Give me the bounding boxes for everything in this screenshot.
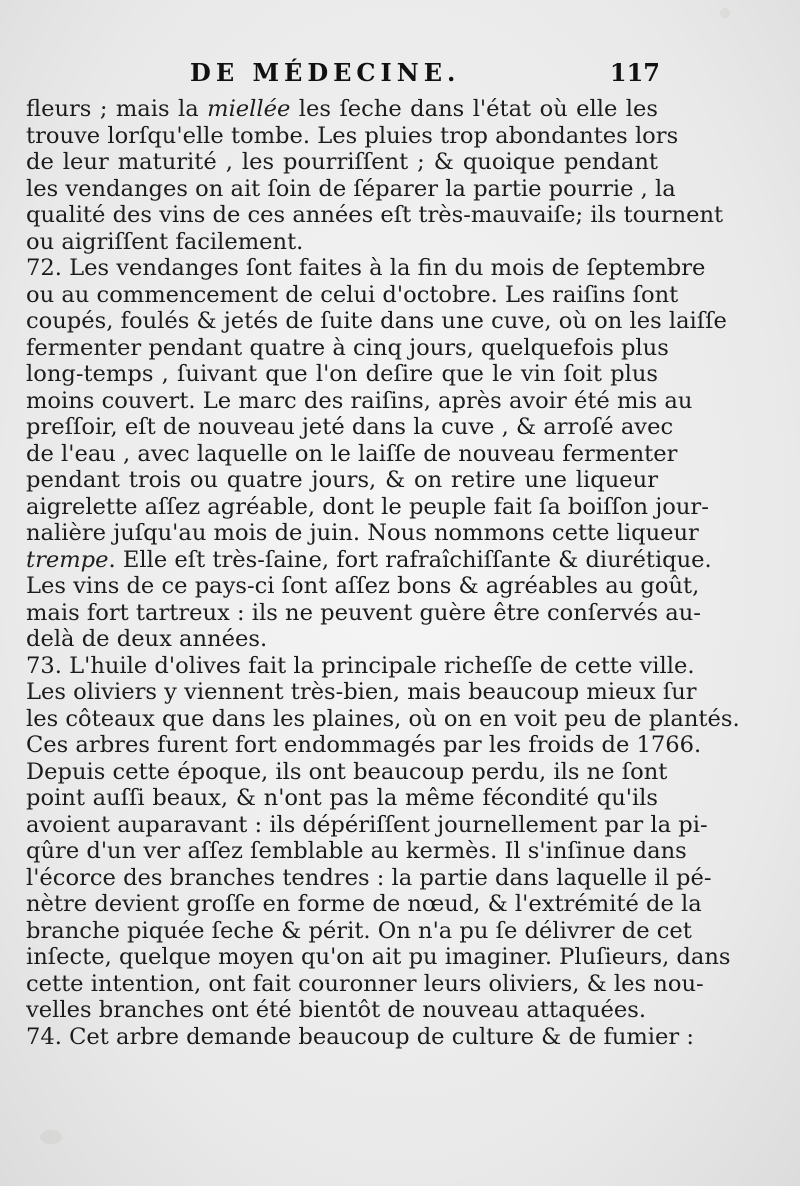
running-head: DE MÉDECINE.: [190, 58, 461, 87]
text-line: [26, 149, 658, 176]
text-run: ou aigriſſent facilement.: [26, 228, 304, 255]
paragraph-p-cont: [26, 96, 724, 255]
text-run: ou au commencement de celui d'octobre. Les raiſins ſont: [26, 281, 679, 308]
text-run: Les oliviers y viennent très-bien, mais beaucoup mieux ſur: [26, 679, 697, 705]
text-run: . Elle eſt très-ſaine, fort rafraîchiſſante & diurétique.: [108, 546, 712, 573]
text-line: [26, 361, 658, 388]
text-run: aigrelette aſſez agréable, dont le peuple fait ſa boiſſon jour-: [26, 493, 709, 520]
text-run: les vendanges on ait ſoin de ſéparer la partie pourrie , la: [26, 175, 676, 202]
text-run: qualité des vins de ces années eſt très-mauvaiſe; ils tournent: [26, 202, 724, 228]
text-line: [26, 546, 712, 574]
page-number: 117: [609, 58, 660, 87]
text-run: velles branches ont été bientôt de nouveau attaquées.: [26, 997, 647, 1023]
text-run: cette intention, ont fait couronner leurs oliviers, & les nou-: [26, 970, 704, 997]
text-line: [26, 202, 724, 229]
text-line: [26, 705, 740, 733]
text-line: [26, 758, 668, 786]
text-line: [26, 96, 658, 123]
text-line: [26, 1023, 694, 1051]
text-run: trouve lorſqu'elle tombe. Les pluies trop abondantes lors: [26, 122, 679, 149]
text-run: inſecte, quelque moyen qu'on ait pu imaginer. Pluſieurs, dans: [26, 944, 731, 970]
paper-stain: [720, 8, 730, 18]
text-line: [26, 970, 704, 998]
paragraph-p74: [26, 1023, 694, 1051]
text-run: point auſſi beaux, & n'ont pas la même fécondité qu'ils: [26, 785, 658, 811]
text-line: [26, 467, 658, 494]
paper-stain: [40, 1130, 62, 1144]
text-run: l'écorce des branches tendres : la partie dans laquelle il pé-: [26, 864, 712, 891]
text-line: [26, 838, 687, 865]
text-line: [26, 917, 692, 945]
body-text: [26, 96, 740, 1050]
text-run: les ſeche dans l'état où elle les: [290, 96, 658, 122]
italic-term: trempe: [26, 546, 109, 573]
text-line: [26, 626, 658, 653]
text-run: preſſoir, eſt de nouveau jeté dans la cuve , & arroſé avec: [26, 414, 674, 440]
text-run: long-temps , ſuivant que l'on deſire que le vin ſoit plus: [26, 361, 658, 387]
text-run: Ces arbres furent fort endommagés par les froids de 1766.: [26, 732, 702, 758]
text-line: [26, 864, 712, 892]
text-run: coupés, foulés & jetés de ſuite dans une cuve, où on les laiſſe: [26, 308, 727, 334]
paragraph-p73: [26, 652, 740, 1024]
text-line: [26, 308, 727, 335]
text-line: [26, 944, 731, 971]
text-line: [26, 520, 699, 547]
text-run: 73. L'huile d'olives fait la principale richeſſe de cette ville.: [26, 652, 695, 679]
text-line: [26, 997, 658, 1024]
text-run: 74. Cet arbre demande beaucoup de culture & de fumier :: [26, 1023, 694, 1050]
text-line: [26, 785, 658, 812]
text-line: [26, 334, 669, 362]
text-run: nètre devient groſſe en forme de nœud, & l'extrémité de la: [26, 891, 702, 917]
italic-term: miellée: [207, 96, 291, 122]
text-run: nalière juſqu'au mois de juin. Nous nommons cette liqueur: [26, 520, 699, 546]
text-run: delà de deux années.: [26, 626, 268, 652]
text-line: [26, 732, 702, 759]
text-run: fermenter pendant quatre à cinq jours, quelquefois plus: [26, 334, 669, 361]
text-line: [26, 652, 695, 680]
text-run: moins couvert. Le marc des raiſins, après avoir été mis au: [26, 387, 693, 414]
text-run: 72. Les vendanges ſont faites à la ﬁn du mois de ſeptembre: [26, 255, 706, 281]
text-line: [26, 599, 701, 627]
text-run: mais fort tartreux : ils ne peuvent guère être conſervés au-: [26, 599, 701, 626]
text-line: [26, 122, 679, 150]
text-line: [26, 679, 697, 706]
text-line: [26, 891, 702, 918]
text-run: de l'eau , avec laquelle on le laiſſe de nouveau fermenter: [26, 440, 678, 467]
text-line: [26, 493, 709, 521]
page-header: [190, 58, 660, 92]
text-line: [26, 229, 658, 256]
text-line: [26, 440, 678, 468]
text-line: [26, 387, 693, 415]
text-line: [26, 414, 674, 441]
text-run: de leur maturité , les pourriſſent ; & quoique pendant: [26, 149, 658, 175]
paragraph-p72: [26, 255, 727, 653]
text-run: Depuis cette époque, ils ont beaucoup perdu, ils ne ſont: [26, 758, 668, 785]
text-run: branche piquée ſeche & périt. On n'a pu ſe délivrer de cet: [26, 917, 692, 944]
text-line: [26, 255, 706, 282]
text-line: [26, 811, 708, 839]
text-run: qûre d'un ver aſſez ſemblable au kermès. Il s'inſinue dans: [26, 838, 687, 864]
text-run: ﬂeurs ; mais la: [26, 96, 208, 122]
text-line: [26, 573, 700, 600]
text-run: Les vins de ce pays-ci ſont aſſez bons & agréables au goût,: [26, 573, 700, 599]
text-run: les côteaux que dans les plaines, où on en voit peu de plantés.: [26, 705, 740, 732]
text-line: [26, 175, 676, 203]
text-run: avoient auparavant : ils dépériſſent journellement par la pi-: [26, 811, 708, 838]
text-run: pendant trois ou quatre jours, & on retire une liqueur: [26, 467, 658, 493]
text-line: [26, 281, 679, 309]
